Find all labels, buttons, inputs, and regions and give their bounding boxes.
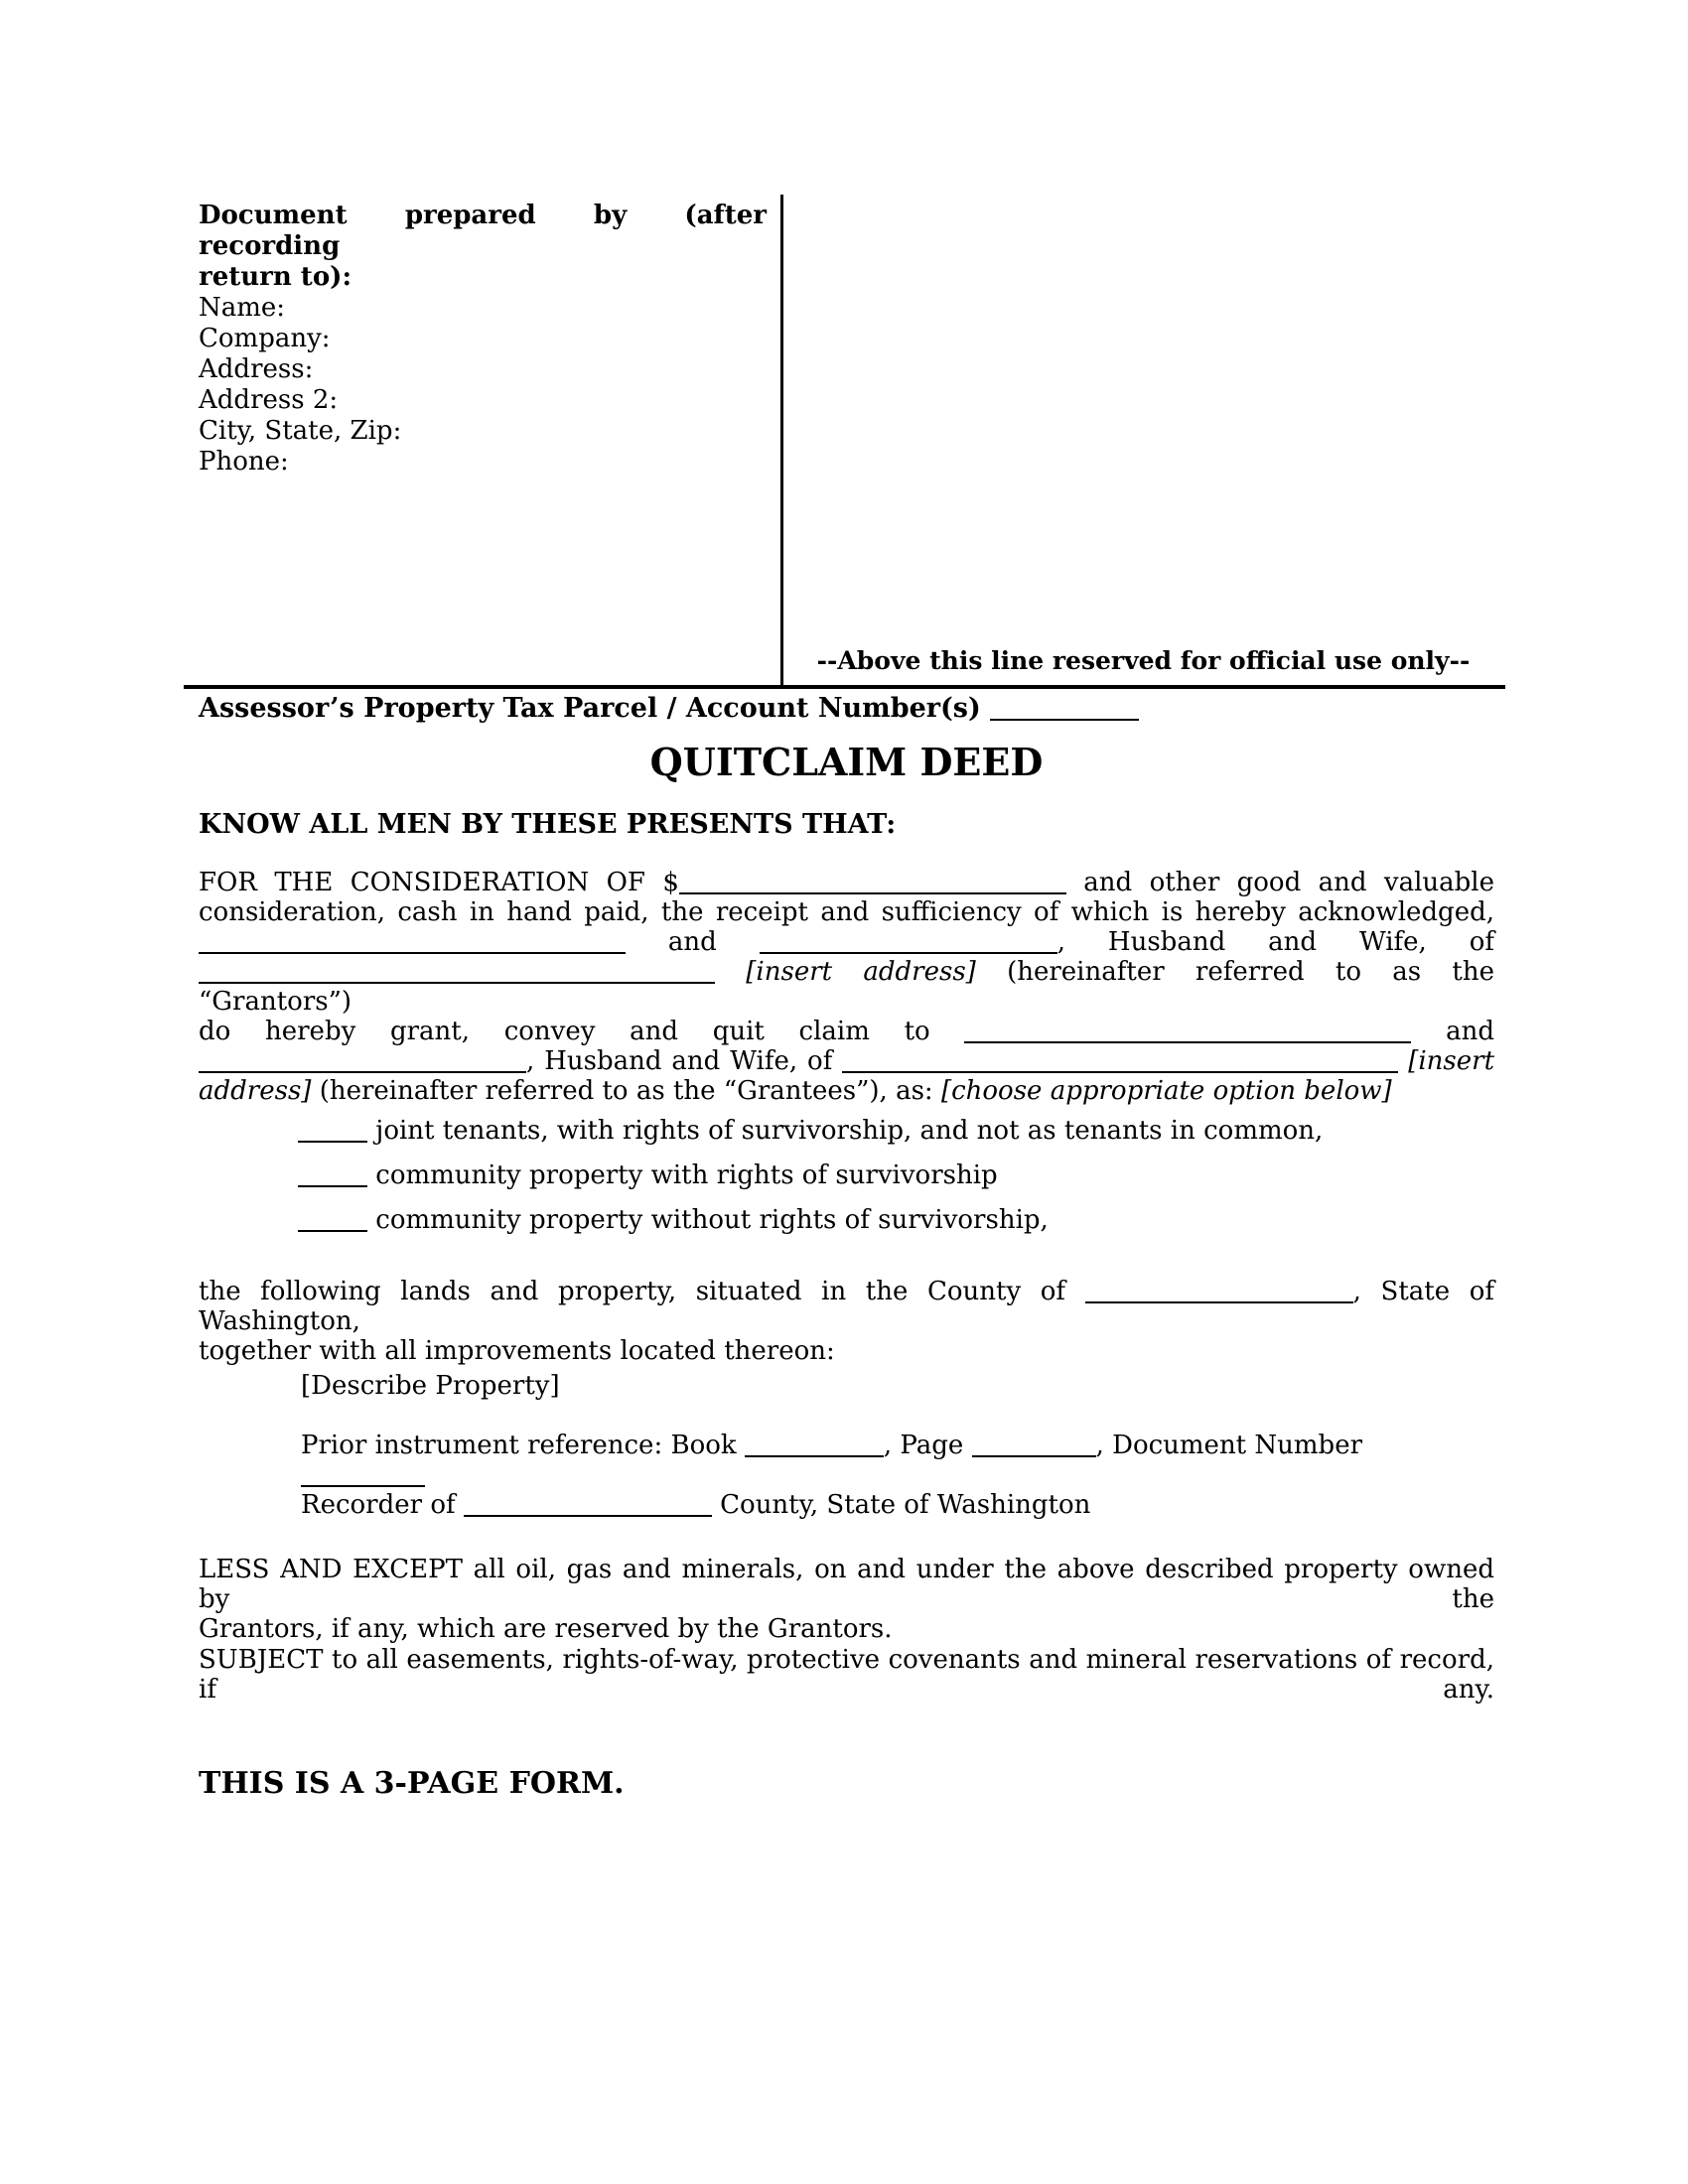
insert-address-note-grantees-end: address]	[199, 1076, 312, 1106]
prior-reference-line1	[301, 1431, 1492, 1490]
know-clause: KNOW ALL MEN BY THESE PRESENTS THAT:	[199, 809, 897, 840]
blank-county-name	[1085, 1301, 1353, 1303]
prior-reference-line2	[301, 1490, 1492, 1520]
page-title: QUITCLAIM DEED	[649, 740, 1044, 784]
blank-grantors-address	[199, 982, 715, 984]
less-except-line2: Grantors, if any, which are reserved by the Grantors.	[199, 1614, 893, 1644]
consideration-line2: consideration, cash in hand paid, the receipt and sufficiency of which is hereby acknowledged,	[199, 897, 1494, 927]
field-label-name: Name:	[199, 293, 286, 323]
page-count-note: THIS IS A 3-PAGE FORM.	[199, 1766, 625, 1801]
option-community-without	[298, 1205, 1494, 1235]
prior-docnum-label: , Document Number	[1095, 1431, 1363, 1460]
recorder-label: Recorder of	[301, 1490, 456, 1520]
consideration-line4	[199, 957, 1494, 1017]
property-clause-line1	[199, 1277, 1494, 1336]
prior-book-label: Prior instrument reference: Book	[301, 1431, 737, 1460]
blank-page	[972, 1455, 1096, 1457]
subject-paragraph: SUBJECT to all easements, rights-of-way, protective covenants and mineral reservations of record, if any.	[199, 1645, 1494, 1705]
blank-grantee2-name	[199, 1071, 526, 1073]
grantors-reference: (hereinafter referred to as the “Grantors”)	[199, 957, 1494, 1017]
field-label-phone: Phone:	[199, 447, 289, 477]
less-except-line1: LESS AND EXCEPT all oil, gas and minerals, on and under the above described property owned by the	[199, 1555, 1494, 1614]
prior-page-label: , Page	[883, 1431, 964, 1460]
grantees-reference: (hereinafter referred to as the “Grantees”), as:	[319, 1076, 933, 1106]
prepared-by-box	[199, 201, 767, 478]
blank-recorder-county	[464, 1515, 712, 1517]
grant-convey-clause: do hereby grant, convey and quit claim to	[199, 1017, 930, 1046]
blank-option-community-with	[298, 1185, 367, 1187]
blank-book	[745, 1455, 884, 1457]
consideration-tail: and other good and valuable	[1083, 868, 1495, 897]
field-label-address: Address:	[199, 354, 314, 384]
official-use-note: --Above this line reserved for official use only--	[816, 646, 1471, 675]
prepared-by-heading-line2: return to):	[199, 262, 352, 292]
grantees-and: and	[1446, 1017, 1494, 1046]
blank-option-community-without	[298, 1230, 367, 1232]
vertical-divider-line	[780, 195, 783, 688]
field-label-company: Company:	[199, 324, 331, 353]
consideration-line1	[199, 868, 1494, 897]
county-lead: the following lands and property, situated in the County of	[199, 1277, 1066, 1306]
state-of-washington: , State of Washington,	[199, 1277, 1495, 1336]
recorder-state-label: County, State of Washington	[720, 1490, 1091, 1520]
field-label-address2: Address 2:	[199, 385, 339, 415]
grantees-husband-wife: , Husband and Wife, of	[526, 1046, 833, 1076]
insert-address-note-grantees-start: [insert	[1408, 1046, 1495, 1076]
blank-consideration-amount	[679, 892, 1066, 894]
field-label-city-state-zip: City, State, Zip:	[199, 416, 402, 446]
blank-grantees-address	[842, 1071, 1398, 1073]
tenancy-options	[298, 1116, 1494, 1250]
option-community-with	[298, 1160, 1494, 1190]
less-except-paragraph	[199, 1555, 1494, 1644]
blank-grantor2-name	[760, 952, 1057, 954]
prior-instrument-reference	[301, 1431, 1492, 1520]
option-community-without-label: community property without rights of survivorship,	[375, 1205, 1049, 1235]
insert-address-note-grantors: [insert address]	[746, 957, 976, 987]
property-clause	[199, 1277, 1494, 1366]
option-joint-tenants	[298, 1116, 1494, 1146]
consideration-line3	[199, 927, 1494, 957]
assessor-parcel-line	[199, 693, 1589, 725]
grantors-and: and	[667, 927, 717, 957]
prepared-by-heading-line1: Document prepared by (after recording	[199, 201, 767, 261]
option-joint-tenants-label: joint tenants, with rights of survivorship, and not as tenants in common,	[375, 1116, 1324, 1146]
blank-account-number	[990, 719, 1139, 721]
assessor-label: Assessor’s Property Tax Parcel / Account Number(s)	[199, 693, 981, 724]
consideration-line6	[199, 1046, 1494, 1076]
blank-document-number	[301, 1485, 425, 1487]
grantors-husband-wife: , Husband and Wife, of	[1056, 927, 1494, 957]
blank-grantee1-name	[964, 1041, 1411, 1043]
consideration-line5	[199, 1017, 1494, 1046]
consideration-paragraph	[199, 868, 1494, 1106]
consideration-lead: FOR THE CONSIDERATION OF $	[199, 868, 679, 897]
consideration-line7	[199, 1076, 1494, 1106]
horizontal-divider-line	[184, 685, 1505, 689]
choose-option-note: [choose appropriate option below]	[940, 1076, 1392, 1106]
blank-grantor1-name	[199, 952, 626, 954]
property-clause-line2: together with all improvements located thereon:	[199, 1336, 835, 1366]
blank-option-joint-tenants	[298, 1141, 367, 1143]
option-community-with-label: community property with rights of survivorship	[375, 1160, 998, 1190]
describe-property-placeholder: [Describe Property]	[301, 1371, 560, 1401]
